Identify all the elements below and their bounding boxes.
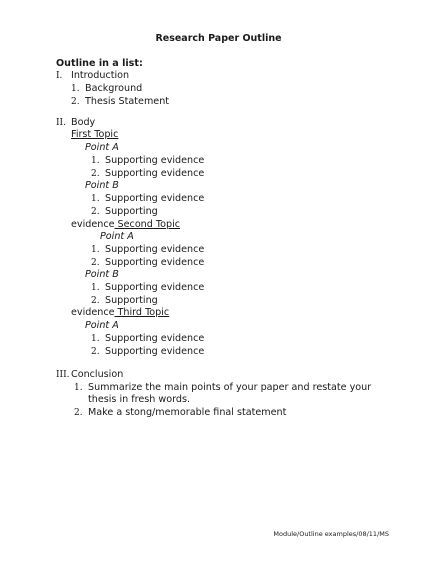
list-item bbox=[71, 83, 142, 95]
list-item bbox=[91, 168, 204, 180]
item-text: Background bbox=[85, 83, 143, 94]
list-item bbox=[71, 96, 169, 108]
item-text: Supporting evidence bbox=[105, 155, 205, 166]
item-text: Supporting bbox=[105, 295, 158, 306]
item-number: 2. bbox=[74, 408, 83, 418]
item-number: 1. bbox=[91, 194, 100, 204]
list-item bbox=[91, 193, 204, 205]
list-item bbox=[91, 257, 204, 269]
list-item bbox=[91, 155, 204, 167]
section-label: Introduction bbox=[71, 70, 130, 81]
point-b-label: Point B bbox=[85, 180, 119, 191]
item-text: Supporting evidence bbox=[105, 282, 205, 293]
section-label: Conclusion bbox=[71, 369, 124, 380]
section-conclusion bbox=[56, 369, 123, 381]
wrapped-evidence-word: evidence bbox=[71, 307, 115, 318]
list-item bbox=[91, 333, 204, 345]
section-numeral: III. bbox=[56, 370, 70, 380]
item-number: 1. bbox=[74, 383, 83, 393]
section-body bbox=[56, 117, 95, 129]
item-number: 2. bbox=[91, 169, 100, 179]
wrapped-evidence-word: evidence bbox=[71, 219, 115, 230]
item-text: Supporting evidence bbox=[105, 346, 205, 357]
second-topic-line bbox=[71, 219, 180, 231]
third-topic: Third Topic bbox=[114, 307, 170, 318]
footer-note: Module/Outline examples/08/11/MS bbox=[273, 530, 389, 538]
item-text: Make a stong/memorable final statement bbox=[88, 407, 287, 418]
item-number: 2. bbox=[91, 258, 100, 268]
first-topic: First Topic bbox=[71, 129, 119, 140]
item-number: 2. bbox=[71, 97, 80, 107]
list-item bbox=[91, 282, 204, 294]
list-item bbox=[74, 407, 286, 419]
item-number: 2. bbox=[91, 207, 100, 217]
point-a-label: Point A bbox=[85, 320, 119, 331]
item-number: 1. bbox=[91, 334, 100, 344]
section-introduction bbox=[56, 70, 129, 82]
list-item bbox=[91, 295, 158, 307]
item-text: Summarize the main points of your paper and restate your thesis in fresh words. bbox=[88, 382, 372, 405]
third-topic-line bbox=[71, 307, 169, 319]
list-item bbox=[91, 244, 204, 256]
section-numeral: II. bbox=[56, 118, 66, 128]
point-a-label: Point A bbox=[100, 231, 134, 242]
section-label: Body bbox=[71, 117, 96, 128]
item-text: Supporting evidence bbox=[105, 168, 205, 179]
second-topic: Second Topic bbox=[114, 219, 181, 230]
item-text: Supporting evidence bbox=[105, 333, 205, 344]
document-title: Research Paper Outline bbox=[155, 33, 282, 44]
item-number: 1. bbox=[91, 245, 100, 255]
list-item bbox=[91, 346, 204, 358]
item-text: Supporting evidence bbox=[105, 193, 205, 204]
item-number: 2. bbox=[91, 296, 100, 306]
item-number: 1. bbox=[91, 156, 100, 166]
outline-heading: Outline in a list: bbox=[56, 58, 143, 69]
list-item bbox=[91, 206, 158, 218]
section-numeral: I. bbox=[56, 71, 63, 81]
item-text: Supporting bbox=[105, 206, 158, 217]
item-text: Supporting evidence bbox=[105, 244, 205, 255]
item-number: 1. bbox=[71, 84, 80, 94]
item-text: Supporting evidence bbox=[105, 257, 205, 268]
point-a-label: Point A bbox=[85, 142, 119, 153]
point-b-label: Point B bbox=[85, 269, 119, 280]
item-text: Thesis Statement bbox=[85, 96, 170, 107]
item-number: 1. bbox=[91, 283, 100, 293]
item-number: 2. bbox=[91, 347, 100, 357]
list-item bbox=[74, 382, 383, 406]
